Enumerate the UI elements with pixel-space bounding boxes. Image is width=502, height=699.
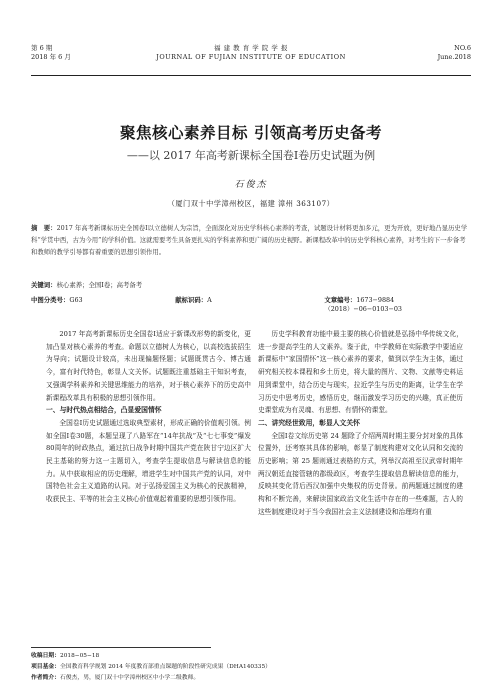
issue-date-en: June.2018 [437, 53, 471, 61]
paragraph: 历史学科教育功能中最主要的核心价值就是弘扬中华传统文化，进一步提高学生的人文素养。鉴于此，中学教师在实际教学中要适应新课标中“家国情怀”这一核心素养的要求，做到以学生为主体，通过研究相关校本课程和乡土历史，将大量的图片、文物、文献等史料运用到课堂中，结合历史与现实，拉近学生与历史的距离，让学生在学习历史中思考历史，感悟历史，继而激发学习历史的兴趣，真正使历史课堂成为有灵魂、有思想、有情怀的课堂。 [258, 330, 463, 415]
running-header [31, 44, 471, 62]
issue-no: NO.6 [454, 44, 471, 52]
bio-text: 石俊杰，男，厦门双十中学漳州校区中小学二级教师。 [60, 675, 200, 681]
article-subtitle: ——以 2017 年高考新课标全国卷Ⅰ卷历史试题为例 [126, 149, 376, 162]
header-rule [31, 75, 471, 76]
body-right-column [258, 328, 463, 519]
received-date: 2018−05−18 [60, 653, 100, 659]
article-title: 聚焦核心素养目标 引领高考历史备考 [120, 124, 382, 142]
doc-code-value: A [207, 296, 212, 304]
abstract-text: 2017 年高考新课标历史全国卷Ⅰ以立德树人为宗旨，全面深化对历史学科核心素养的考查，试题设计材料更加多元，更为开放，更好地凸显历史学科“学贯中西，古为今用”的学科价值。这就需要考生具备更扎实的学科素养和更广阔的历史视野。新课程改革中的历史学科核心素养，对考生的下一步备考和教师的教学引导都有着重要的思想引领作用。 [31, 224, 468, 256]
footnote [31, 651, 471, 684]
classification-line [31, 295, 471, 313]
paragraph: 全国Ⅰ卷文综历史第 24 题除了介绍两周时期主要分封对象的具体位置外，还考察其具体的影响，彰显了制度构建对文化认同和交流的历史影响；第 25 题则通过表格的方式，列举汉高祖至汉武帝时期年两汉朝廷直接管辖的郡级政区，考查学生提取信息解读信息的能力，反映其变化背后西汉加强中央集权的历史背景。前两题通过制度的建构和不断完善，来解读国家政治文化生活中存在的一些难题，古人的这些制度建设对于当今我国社会主义法制建设和治理均有重 [258, 431, 463, 516]
keywords-label: 关键词： [31, 281, 57, 289]
keywords [31, 280, 471, 289]
abstract-label: 摘 要： [31, 224, 57, 232]
body-left-column [46, 328, 251, 506]
issue-number: 第 6 期 [31, 44, 53, 52]
journal-name-cn: 福 建 教 育 学 院 学 报 [214, 44, 288, 52]
keywords-text: 核心素养；全国Ⅰ卷；高考备考 [56, 281, 143, 289]
doc-code-label: 献标识码： [175, 296, 208, 304]
section-heading: 一、与时代热点相结合，凸显爱国情怀 [46, 406, 162, 415]
author-name: 石俊杰 [234, 180, 268, 190]
journal-name-en: JOURNAL OF FUJIAN INSTITUTE OF EDUCATION [156, 53, 346, 61]
section-heading: 二、讲究经世致用，彰显人文关怀 [258, 418, 360, 427]
footnote-rule [31, 647, 211, 648]
project-label: 项目基金： [31, 664, 60, 670]
project-text: 全国教育科学规划 2014 年度教育部重点课题的阶段性研究成果（DHA140335） [60, 664, 271, 670]
abstract [31, 222, 471, 258]
article-no-value: 1673−9884（2018）−06−0103−03 [324, 296, 402, 313]
author-affiliation: （厦门双十中学漳州校区，福建 漳州 363107） [167, 199, 335, 208]
clc-label: 中图分类号： [31, 296, 70, 304]
paragraph: 全国卷Ⅰ历史试题通过选取典型素材，形成正确的价值观引领。例如全国Ⅰ卷30题，本题呈现了八路军在“14年抗战”及“七七事变”爆发80周年的时政热点，通过抗日战争时期中国共产党在陕甘宁边区扩大民主基础的努力这一主题切入，考查学生提取信息与解读信息的能力。从中获取相应的历史理解，增进学生对中国共产党的认同，对中国特色社会主义道路的认同。对于弘扬爱国主义为核心的民族精神，收获民主、平等的社会主义核心价值观起着重要的思想引领作用。 [46, 418, 251, 504]
article-no-label: 文章编号： [324, 296, 357, 304]
issue-date-cn: 2018 年 6 月 [31, 53, 71, 61]
clc-value: G63 [69, 296, 83, 304]
bio-label: 作者简介： [31, 675, 60, 681]
received-label: 收稿日期： [31, 653, 60, 659]
paragraph: 2017 年高考新课标历史全国卷Ⅰ适应于新课改形势的新变化，更加凸显对核心素养的考查。命题以立德树人为核心，以高校选拔招生为导向；试题设计较高，未出现偏题怪题；试题既贯古今、博古通今，富有时代特色，彰显人文关怀。试题既注重基础主干知识考查，又强调学科素养和关键思维能力的培养，对于核心素养下的历史高中新课程改革具有积极的思想引领作用。 [46, 330, 251, 402]
